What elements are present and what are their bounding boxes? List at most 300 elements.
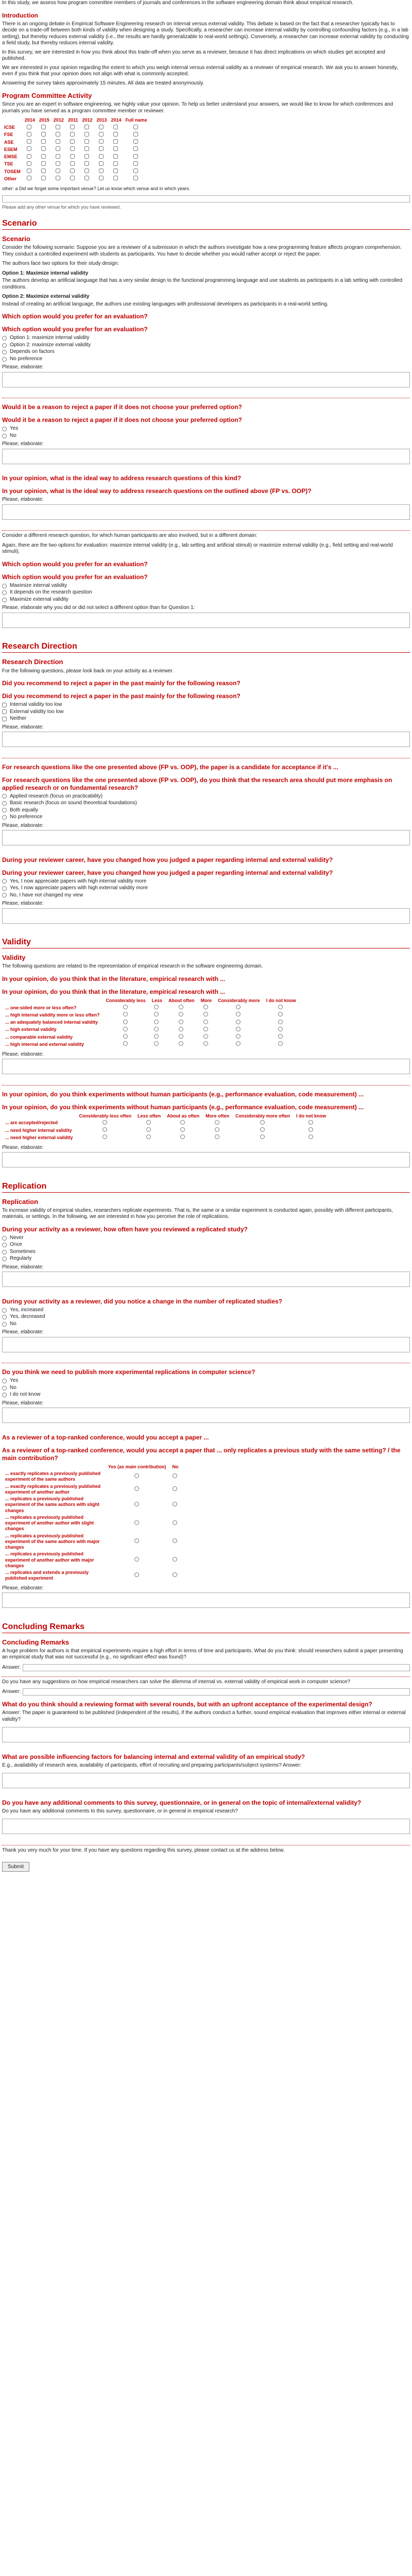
option-checkbox[interactable] — [2, 709, 7, 714]
matrix-cell — [105, 1533, 169, 1551]
scenario-p3: Consider a different research question, for which human participants are also involved, but in a different domain: — [2, 533, 258, 539]
matrix-radio[interactable] — [203, 1041, 208, 1046]
matrix-cell — [202, 1134, 232, 1141]
validity-q2-sub: In your opinion, do you think experiments without human participants (e.g., performance evaluation, code measurement) ... — [2, 1103, 364, 1111]
venue-year-checkbox[interactable] — [133, 132, 138, 137]
option-checkbox[interactable] — [2, 717, 7, 721]
option-radio[interactable] — [2, 886, 7, 891]
venue-year-checkbox[interactable] — [56, 154, 60, 159]
venue-year-checkbox[interactable] — [70, 125, 75, 129]
option-item — [2, 1256, 410, 1262]
scenario-q3-elab-input[interactable] — [2, 504, 410, 520]
venue-year-checkbox[interactable] — [113, 154, 118, 159]
option-label: Applied research (focus on practicability) — [10, 793, 103, 799]
matrix-cell — [103, 1019, 149, 1026]
option-label: Basic research (focus on sound theoretical foundations) — [10, 800, 137, 806]
matrix-radio[interactable] — [180, 1134, 185, 1139]
matrix-col-header: I do not know — [296, 1113, 327, 1118]
option-radio[interactable] — [2, 598, 7, 602]
option-item — [2, 356, 410, 363]
matrix-row — [2, 1019, 299, 1026]
matrix-row — [2, 1551, 182, 1569]
matrix-radio[interactable] — [123, 1005, 128, 1009]
venue-year-checkbox[interactable] — [56, 139, 60, 144]
matrix-cell — [198, 1019, 215, 1026]
venue-year-cell — [109, 154, 124, 161]
matrix-radio[interactable] — [236, 1027, 241, 1031]
venue-year-checkbox[interactable] — [84, 132, 89, 137]
direction-q2-options — [2, 793, 410, 821]
matrix-radio[interactable] — [179, 1041, 183, 1046]
option-radio[interactable] — [2, 357, 7, 362]
venue-year-checkbox[interactable] — [70, 176, 75, 180]
venue-year-cell — [66, 146, 80, 153]
other-venue-label: other: a Did we forget some important venue? Let us know which venue and in which years. — [2, 185, 191, 191]
concluding-q2-input[interactable] — [2, 1773, 410, 1788]
replication-title: Replication — [2, 1181, 410, 1193]
replication-p1: To increase validity of empirical studies, researchers replicate experiments. That is, the same or a similar experiment is conducted again, possibly with different participants, materials, or settings. In the following, we are interested in how you perceive the role of replications. — [2, 1207, 393, 1220]
option-radio[interactable] — [2, 801, 7, 806]
matrix-radio[interactable] — [123, 1034, 128, 1039]
matrix-radio[interactable] — [173, 1572, 177, 1577]
venue-col-header — [2, 117, 23, 124]
matrix-row-label: ... are accepted/rejected — [5, 1120, 58, 1126]
option-radio[interactable] — [2, 590, 7, 595]
matrix-cell — [76, 1120, 135, 1127]
venue-year-checkbox[interactable] — [70, 146, 75, 151]
venue-year-checkbox[interactable] — [84, 125, 89, 129]
matrix-cell — [103, 1026, 149, 1033]
option-label: Yes, I now appreciate papers with high internal validity more — [10, 878, 147, 884]
matrix-radio[interactable] — [123, 1041, 128, 1046]
venue-year-checkbox[interactable] — [27, 168, 31, 173]
matrix-radio[interactable] — [236, 1020, 241, 1024]
matrix-radio[interactable] — [134, 1572, 139, 1577]
venue-year-checkbox[interactable] — [41, 154, 46, 159]
option-radio[interactable] — [2, 1243, 7, 1247]
year-header: 2012 — [53, 117, 64, 123]
option-radio[interactable] — [2, 808, 7, 812]
replication-q1-elab-input[interactable] — [2, 1272, 410, 1287]
option-radio[interactable] — [2, 1308, 7, 1313]
matrix-radio[interactable] — [236, 1034, 241, 1039]
concluding-subtitle: Concluding Remarks — [2, 1638, 70, 1646]
matrix-cell — [165, 1033, 197, 1041]
option-item — [2, 349, 410, 355]
venue-row — [2, 154, 149, 161]
option-radio[interactable] — [2, 434, 7, 438]
matrix-radio[interactable] — [215, 1134, 219, 1139]
venue-year-checkbox[interactable] — [84, 154, 89, 159]
option-item — [2, 702, 410, 708]
validity-elab2-label: Please, elaborate: — [2, 1144, 44, 1150]
option-item — [2, 589, 410, 596]
validity-q1-sub: In your opinion, do you think that in the literature, empirical research with ... — [2, 988, 226, 995]
matrix-radio[interactable] — [154, 1041, 159, 1046]
matrix-radio[interactable] — [179, 1020, 183, 1024]
divider — [2, 1085, 410, 1086]
venue-year-checkbox[interactable] — [99, 168, 104, 173]
venue-year-checkbox[interactable] — [133, 154, 138, 159]
venue-year-checkbox[interactable] — [56, 132, 60, 137]
matrix-col-header: Considerably more often — [235, 1113, 290, 1118]
option-label: Yes — [10, 1378, 19, 1384]
matrix-radio[interactable] — [180, 1120, 185, 1125]
venue-year-checkbox[interactable] — [133, 125, 138, 129]
matrix-radio[interactable] — [203, 1020, 208, 1024]
venue-year-cell — [52, 146, 66, 153]
concluding-q1: What do you think should a reviewing format with several rounds, but with an upfront acceptance of the experimental design? — [2, 1701, 372, 1708]
replication-q3-elab-input[interactable] — [2, 1408, 410, 1423]
matrix-radio[interactable] — [308, 1127, 313, 1132]
venue-year-checkbox[interactable] — [41, 125, 46, 129]
venue-year-cell — [52, 168, 66, 175]
option-item — [2, 335, 410, 342]
venue-year-cell — [37, 154, 52, 161]
option-radio[interactable] — [2, 893, 7, 897]
option-radio[interactable] — [2, 1236, 7, 1241]
matrix-radio[interactable] — [134, 1473, 139, 1478]
matrix-radio[interactable] — [203, 1034, 208, 1039]
venue-year-checkbox[interactable] — [84, 139, 89, 144]
matrix-radio[interactable] — [308, 1134, 313, 1139]
venue-year-checkbox[interactable] — [41, 168, 46, 173]
option-radio[interactable] — [2, 584, 7, 588]
venue-year-cell — [124, 168, 149, 175]
venue-name: FSE — [4, 132, 13, 138]
committee-sub: Since you are an expert in software engineering, we highly value your opinion. To help us better understand your answers, we would like to know for which conferences and journals you have served as a program committee member or reviewer. — [2, 101, 393, 114]
matrix-radio[interactable] — [203, 1012, 208, 1016]
option-radio[interactable] — [2, 1315, 7, 1319]
option-radio[interactable] — [2, 794, 7, 799]
venue-year-checkbox[interactable] — [99, 161, 104, 166]
venue-year-checkbox[interactable] — [70, 154, 75, 159]
option-radio[interactable] — [2, 1257, 7, 1261]
option-item — [2, 1307, 410, 1314]
venue-year-checkbox[interactable] — [70, 132, 75, 137]
matrix-col-header: Less — [151, 997, 163, 1003]
validity-q2: In your opinion, do you think experiments without human participants (e.g., performance evaluation, code measurement) ... — [2, 1090, 364, 1098]
final-note: Thank you very much for your time. If you have any questions regarding this survey, please contact us at the address below. — [2, 1847, 285, 1853]
venue-name: ESEM — [4, 146, 18, 152]
venue-year-checkbox[interactable] — [113, 161, 118, 166]
matrix-radio[interactable] — [203, 1027, 208, 1031]
matrix-radio[interactable] — [215, 1120, 219, 1125]
matrix-radio[interactable] — [278, 1012, 283, 1016]
concluding-answer-2-input[interactable] — [23, 1688, 410, 1696]
matrix-header — [2, 1464, 182, 1470]
direction-p1: For the following questions, please look back on your activity as a reviewer. — [2, 668, 174, 674]
option-radio[interactable] — [2, 1386, 7, 1391]
matrix-radio[interactable] — [102, 1134, 107, 1139]
venue-year-cell — [80, 124, 94, 131]
matrix-radio[interactable] — [179, 1034, 183, 1039]
matrix-radio[interactable] — [260, 1127, 265, 1132]
venue-year-checkbox[interactable] — [113, 146, 118, 151]
scenario-q1-options — [2, 335, 410, 362]
venue-year-checkbox[interactable] — [41, 132, 46, 137]
submit-button[interactable]: Submit — [2, 1862, 29, 1872]
matrix-radio[interactable] — [102, 1127, 107, 1132]
option-item — [2, 793, 410, 800]
direction-q2-sub: For research questions like the one presented above (FP vs. OOP), do you think that the research area should put more emphasis on applied research or on fundamental research? — [2, 776, 392, 791]
venue-year-checkbox[interactable] — [99, 146, 104, 151]
option-item — [2, 807, 410, 814]
venue-year-cell — [66, 139, 80, 146]
matrix-radio[interactable] — [146, 1127, 151, 1132]
concluding-answer-1 — [2, 1664, 410, 1671]
concluding-q1-input[interactable] — [2, 1727, 410, 1742]
venue-year-checkbox[interactable] — [27, 139, 31, 144]
matrix-radio[interactable] — [154, 1027, 159, 1031]
matrix-radio[interactable] — [278, 1005, 283, 1009]
venue-year-checkbox[interactable] — [84, 146, 89, 151]
matrix-radio[interactable] — [236, 1012, 241, 1016]
validity-elab2-input[interactable] — [2, 1152, 410, 1167]
matrix-radio[interactable] — [173, 1473, 177, 1478]
matrix-radio[interactable] — [134, 1502, 139, 1506]
matrix-radio[interactable] — [134, 1486, 139, 1491]
matrix-radio[interactable] — [260, 1120, 265, 1125]
matrix-row — [2, 1470, 182, 1483]
matrix-cell — [202, 1120, 232, 1127]
concluding-q3-input[interactable] — [2, 1819, 410, 1834]
matrix-cell — [165, 1019, 197, 1026]
venue-year-checkbox[interactable] — [113, 139, 118, 144]
replication-q1-elab-label: Please, elaborate: — [2, 1264, 44, 1270]
option-label: No preference — [10, 814, 43, 820]
venue-year-cell — [109, 124, 124, 131]
option-radio[interactable] — [2, 1322, 7, 1327]
direction-q2-elab-input[interactable] — [2, 830, 410, 845]
option-radio[interactable] — [2, 1379, 7, 1383]
matrix-radio[interactable] — [154, 1034, 159, 1039]
venue-year-cell — [124, 124, 149, 131]
intro-p1: In this study, we assess how program committee members of journals and conferences in the software engineering domain think about empirical research. — [2, 0, 354, 6]
validity-subtitle: Validity — [2, 954, 26, 961]
venue-year-checkbox[interactable] — [99, 139, 104, 144]
matrix-cell — [169, 1551, 182, 1569]
replication-q4-elab-input[interactable] — [2, 1592, 410, 1608]
direction-q3-elab-input[interactable] — [2, 908, 410, 924]
matrix-radio[interactable] — [134, 1538, 139, 1543]
venue-year-checkbox[interactable] — [56, 168, 60, 173]
replication-q3-options — [2, 1378, 410, 1398]
scenario-q4-options — [2, 583, 410, 603]
validity-elab-input[interactable] — [2, 1059, 410, 1074]
committee-title: Program Committee Activity — [2, 92, 92, 99]
matrix-radio[interactable] — [173, 1502, 177, 1506]
matrix-row-label: ... replicates a previously published experiment of the same authors with major changes — [5, 1533, 100, 1550]
option-radio[interactable] — [2, 879, 7, 884]
concluding-q1-sub: Answer: The paper is guaranteed to be published (independent of the results), if the authors conduct a further, sound empirical evaluation that improves either internal or external validity? — [2, 1710, 406, 1722]
matrix-radio[interactable] — [179, 1005, 183, 1009]
option-item — [2, 1392, 410, 1398]
matrix-col-header: Less often — [138, 1113, 161, 1118]
venue-year-checkbox[interactable] — [27, 146, 31, 151]
venue-year-checkbox[interactable] — [133, 146, 138, 151]
venue-year-cell — [95, 139, 109, 146]
matrix-radio[interactable] — [180, 1127, 185, 1132]
venue-year-checkbox[interactable] — [133, 168, 138, 173]
matrix-radio[interactable] — [123, 1020, 128, 1024]
venue-year-checkbox[interactable] — [27, 161, 31, 166]
matrix-radio[interactable] — [134, 1557, 139, 1562]
venue-year-checkbox[interactable] — [84, 161, 89, 166]
scenario-q4-elab-input[interactable] — [2, 613, 410, 628]
matrix-row-label: ... comparable external validity — [5, 1034, 73, 1040]
option-radio[interactable] — [2, 336, 7, 341]
option-item — [2, 426, 410, 432]
option-item — [2, 1385, 410, 1392]
venue-year-checkbox[interactable] — [56, 161, 60, 166]
option-radio[interactable] — [2, 815, 7, 820]
option-radio[interactable] — [2, 1393, 7, 1397]
venue-year-checkbox[interactable] — [41, 161, 46, 166]
option-label: No — [10, 1320, 16, 1327]
direction-q1-elab-input[interactable] — [2, 732, 410, 747]
venue-year-checkbox[interactable] — [99, 132, 104, 137]
venue-year-checkbox[interactable] — [84, 176, 89, 180]
matrix-cell — [165, 1011, 197, 1019]
venue-year-header — [2, 117, 149, 124]
matrix-radio[interactable] — [215, 1127, 219, 1132]
venue-year-checkbox[interactable] — [70, 161, 75, 166]
replication-q2: During your activity as a reviewer, did you notice a change in the number of replicated studies? — [2, 1297, 283, 1305]
option-label: Neither — [10, 716, 27, 721]
replication-q1: During your activity as a reviewer, how often have you reviewed a replicated study? — [2, 1225, 248, 1233]
year-header: 2013 — [96, 117, 107, 123]
matrix-radio[interactable] — [278, 1027, 283, 1031]
matrix-radio[interactable] — [173, 1520, 177, 1525]
scenario-q1-elab-input[interactable] — [2, 372, 410, 387]
venue-year-checkbox[interactable] — [99, 154, 104, 159]
matrix-radio[interactable] — [173, 1538, 177, 1543]
replication-q2-elab-input[interactable] — [2, 1337, 410, 1352]
replication-q4-sub: As a reviewer of a top-ranked conference, would you accept a paper that ... only replicates a previous study with the same setting? / the main contribution? — [2, 1446, 401, 1462]
matrix-radio[interactable] — [179, 1012, 183, 1016]
matrix-cell — [105, 1514, 169, 1533]
intro-title: Introduction — [2, 11, 38, 19]
venue-year-checkbox[interactable] — [70, 168, 75, 173]
option-radio[interactable] — [2, 1250, 7, 1255]
venue-year-checkbox[interactable] — [113, 168, 118, 173]
matrix-cell — [169, 1533, 182, 1551]
venue-year-checkbox[interactable] — [84, 168, 89, 173]
venue-year-cell — [95, 168, 109, 175]
intro-p3: In this survey, we are interested in how you think about this trade-off when you serve as a reviewer, because it has direct implications on which studies get accepted and published. — [2, 49, 385, 61]
matrix-radio[interactable] — [173, 1557, 177, 1562]
matrix-radio[interactable] — [278, 1020, 283, 1024]
matrix-radio[interactable] — [179, 1027, 183, 1031]
venue-year-checkbox[interactable] — [99, 176, 104, 180]
matrix-cell — [263, 1033, 299, 1041]
option-label: Maximize external validity — [10, 596, 68, 602]
matrix-radio[interactable] — [236, 1041, 241, 1046]
scenario-q2-options — [2, 426, 410, 439]
venue-year-checkbox[interactable] — [56, 125, 60, 129]
venue-year-checkbox[interactable] — [113, 125, 118, 129]
option-item — [2, 878, 410, 885]
venue-year-checkbox[interactable] — [133, 176, 138, 180]
option-radio[interactable] — [2, 427, 7, 431]
matrix-cell — [198, 1026, 215, 1033]
option-label: External validity too low — [10, 708, 64, 715]
option-label: It depends on the research question — [10, 589, 92, 596]
venue-year-checkbox[interactable] — [27, 154, 31, 159]
venue-year-checkbox[interactable] — [41, 146, 46, 151]
matrix-radio[interactable] — [278, 1041, 283, 1046]
venue-year-cell — [95, 161, 109, 168]
matrix-radio[interactable] — [146, 1120, 151, 1125]
matrix-row-label: ... need higher external validity — [5, 1134, 73, 1140]
option-radio[interactable] — [2, 343, 7, 348]
venue-year-checkbox[interactable] — [41, 139, 46, 144]
matrix-row — [2, 1033, 299, 1041]
venue-year-checkbox[interactable] — [113, 176, 118, 180]
venue-year-cell — [80, 175, 94, 182]
divider — [2, 530, 410, 531]
venue-year-checkbox[interactable] — [70, 139, 75, 144]
answer-label: Answer: — [2, 1689, 21, 1694]
matrix-radio[interactable] — [123, 1027, 128, 1031]
venue-year-checkbox[interactable] — [133, 139, 138, 144]
option-label: No, I have not changed my view — [10, 892, 83, 898]
venue-year-checkbox[interactable] — [56, 176, 60, 180]
venue-year-checkbox[interactable] — [27, 176, 31, 180]
scenario-q2-elab-input[interactable] — [2, 449, 410, 464]
option-item — [2, 1378, 410, 1384]
option-label: Depends on factors — [10, 349, 55, 355]
venue-year-checkbox[interactable] — [113, 132, 118, 137]
matrix-row-label: ... one-sided more or less often? — [5, 1005, 77, 1010]
venue-year-cell — [23, 124, 37, 131]
matrix-row — [2, 1496, 182, 1514]
matrix-cell — [134, 1127, 164, 1134]
matrix-radio[interactable] — [102, 1120, 107, 1125]
venue-year-checkbox[interactable] — [27, 125, 31, 129]
option-label: No — [10, 1384, 16, 1391]
matrix-radio[interactable] — [203, 1005, 208, 1009]
venue-year-cell — [52, 131, 66, 139]
matrix-radio[interactable] — [260, 1134, 265, 1139]
matrix-radio[interactable] — [154, 1020, 159, 1024]
matrix-radio[interactable] — [173, 1486, 177, 1491]
option-label: Yes, increased — [10, 1307, 44, 1313]
matrix-radio[interactable] — [308, 1120, 313, 1125]
matrix-cell — [202, 1127, 232, 1134]
matrix-corner — [2, 997, 103, 1004]
venue-year-checkbox[interactable] — [41, 176, 46, 180]
venue-year-checkbox[interactable] — [27, 132, 31, 137]
matrix-radio[interactable] — [134, 1520, 139, 1525]
venue-year-checkbox[interactable] — [133, 161, 138, 166]
concluding-answer-1-input[interactable] — [23, 1664, 410, 1671]
other-venue-input[interactable] — [2, 195, 410, 202]
matrix-radio[interactable] — [278, 1034, 283, 1039]
year-header: 2014 — [111, 117, 122, 123]
matrix-radio[interactable] — [236, 1005, 241, 1009]
venue-year-checkbox[interactable] — [99, 125, 104, 129]
option-radio[interactable] — [2, 350, 7, 354]
matrix-radio[interactable] — [154, 1005, 159, 1009]
matrix-radio[interactable] — [154, 1012, 159, 1016]
direction-q3-options — [2, 878, 410, 899]
matrix-radio[interactable] — [146, 1134, 151, 1139]
matrix-radio[interactable] — [123, 1012, 128, 1016]
venue-year-checkbox[interactable] — [56, 146, 60, 151]
option-checkbox[interactable] — [2, 703, 7, 707]
